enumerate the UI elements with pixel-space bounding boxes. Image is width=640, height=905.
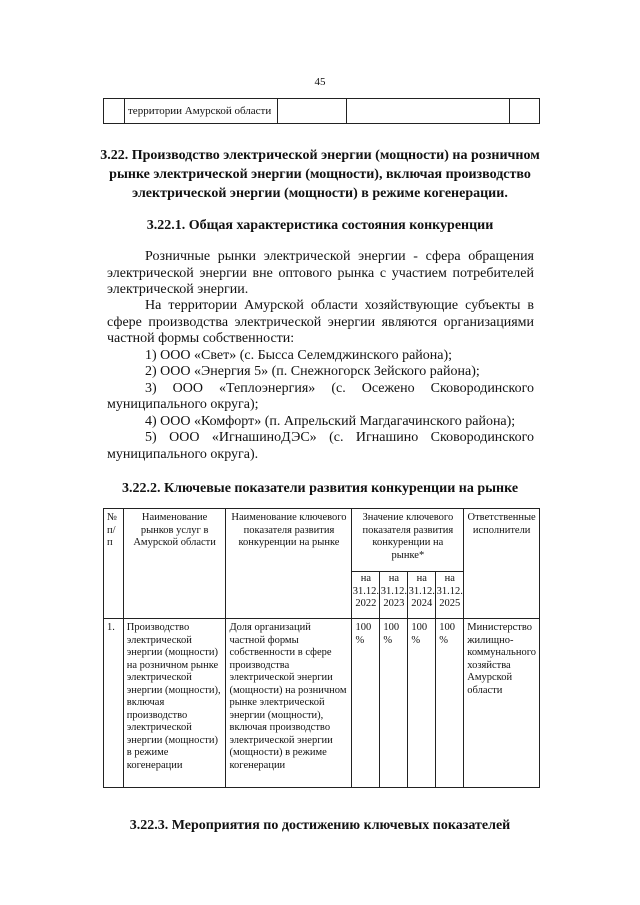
header-responsible: Ответственные исполнители [464, 509, 540, 619]
paragraph-ownership: На территории Амурской области хозяйствующие субъекты в сфере производства электрической энергии являются организациями частной формы собственности: [107, 298, 534, 346]
row-value: 100 % [352, 619, 380, 788]
row-indicator: Доля организаций частной формы собственности в сфере производства электрической энергии (мощности) на розничном рынке электрической энергии (мощности), включая производство электрической энергии (мощности) в режиме когенерации [226, 619, 352, 788]
table-header-row [104, 509, 540, 572]
subsection-title-1: 3.22.1. Общая характеристика состояния конкуренции [146, 218, 494, 233]
row-responsible: Министерство жилищно-коммунального хозяйства Амурской области [464, 619, 540, 788]
page-number: 45 [314, 76, 326, 88]
list-item: 2) ООО «Энергия 5» (п. Снежногорск Зейского района); [145, 364, 480, 379]
paragraph-retail-markets: Розничные рынки электрической энергии - сфера обращения электрической энергии вне оптового рынка с участием потребителей электрической энергии. [107, 249, 534, 297]
header-year: на 31.12. 2022 [352, 572, 380, 619]
header-year: на 31.12. 2025 [436, 572, 464, 619]
table-cell [347, 99, 510, 124]
table-cell: территории Амурской области [125, 99, 278, 124]
header-indicator: Наименование ключевого показателя развития конкуренции на рынке [226, 509, 352, 619]
subsection-title-2: 3.22.2. Ключевые показатели развития конкуренции на рынке [121, 481, 519, 496]
row-value: 100 % [436, 619, 464, 788]
row-num: 1. [104, 619, 124, 788]
continuation-table [103, 98, 540, 124]
row-value: 100 % [380, 619, 408, 788]
header-num: № п/п [104, 509, 124, 619]
header-year: на 31.12. 2024 [408, 572, 436, 619]
list-item: 3) ООО «Теплоэнергия» (с. Осежено Сковородинского муниципального округа); [107, 380, 534, 412]
subsection-title-3: 3.22.3. Мероприятия по достижению ключевых показателей [129, 818, 511, 833]
list-item: 5) ООО «ИгнашиноДЭС» (с. Игнашино Сковородинского муниципального округа). [107, 430, 534, 462]
list-item: 1) ООО «Свет» (с. Бысса Селемджинского района); [145, 347, 453, 363]
table-row [104, 99, 540, 124]
table-cell [278, 99, 347, 124]
table-cell [510, 99, 540, 124]
header-value-group: Значение ключевого показателя развития конкуренции на рынке* [352, 509, 464, 572]
header-market: Наименование рынков услуг в Амурской области [123, 509, 226, 619]
row-value: 100 % [408, 619, 436, 788]
table-row [104, 619, 540, 788]
section-title: 3.22. Производство электрической энергии (мощности) на розничном рынке электрической энергии (мощности), включая производство электрической энергии (мощности) в режиме когенерации. [100, 148, 540, 201]
kpi-table [103, 508, 540, 788]
row-market: Производство электрической энергии (мощности) на розничном рынке электрической энергии (мощности), включая производство электрической энергии (мощности) в режиме когенерации [123, 619, 226, 788]
header-year: на 31.12. 2023 [380, 572, 408, 619]
companies-block [107, 298, 534, 463]
table-cell [104, 99, 125, 124]
list-item: 4) ООО «Комфорт» (п. Апрельский Магдагачинского района); [145, 413, 516, 429]
